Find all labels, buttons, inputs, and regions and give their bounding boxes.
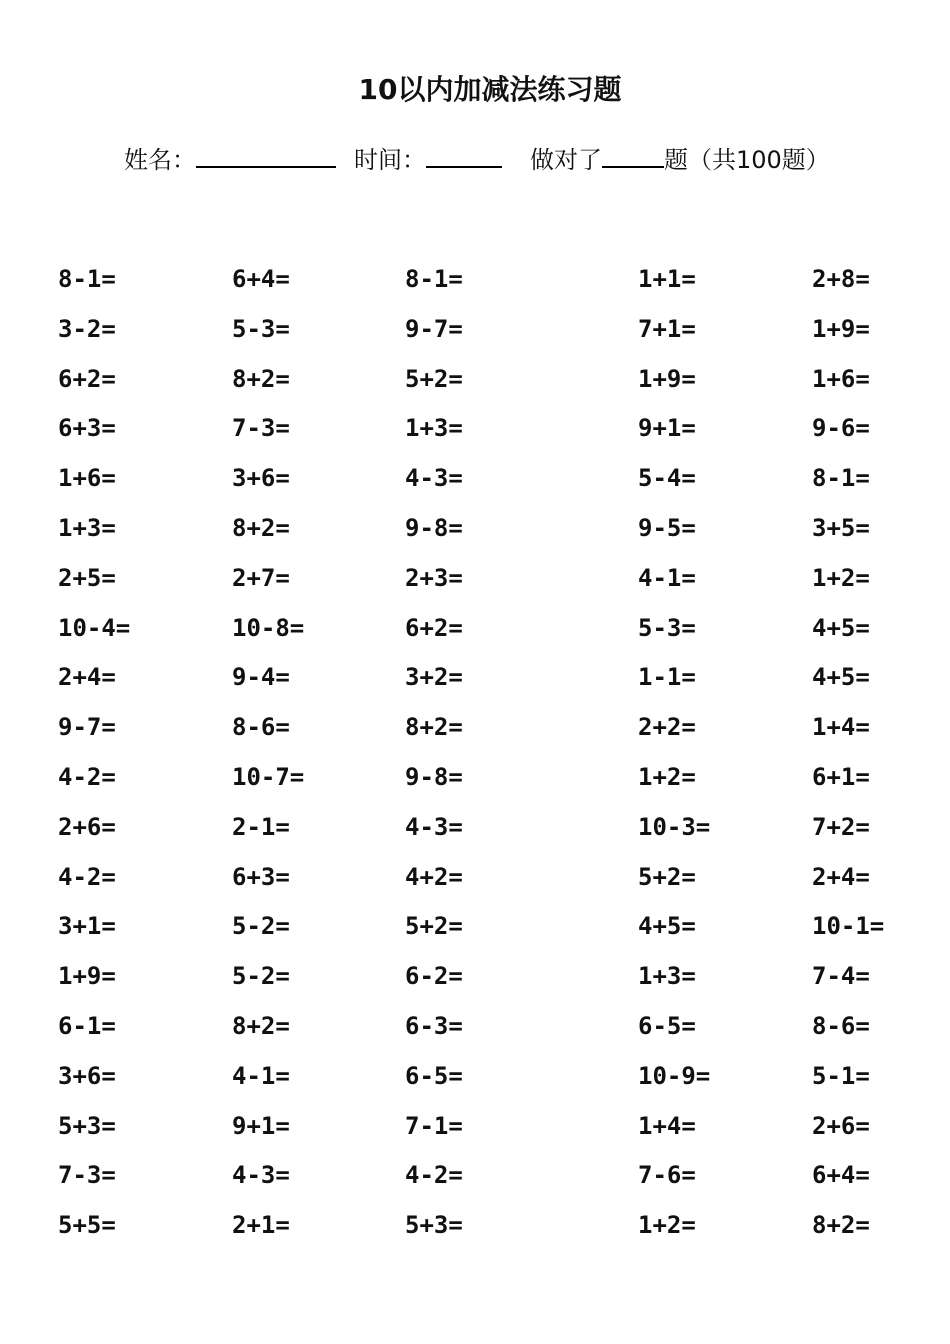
math-problem: 6+3= <box>58 414 116 443</box>
math-problem: 4+5= <box>812 663 870 692</box>
math-problem: 6-5= <box>405 1061 463 1090</box>
math-problem: 4-1= <box>232 1061 290 1090</box>
math-problem: 6+2= <box>58 364 116 393</box>
time-blank[interactable] <box>426 144 502 168</box>
name-label: 姓名： <box>124 146 196 174</box>
math-problem: 10-4= <box>58 613 131 642</box>
math-problem: 1+9= <box>58 962 116 991</box>
math-problem: 3+6= <box>58 1061 116 1090</box>
math-problem: 2+1= <box>232 1211 290 1240</box>
math-problem: 7-3= <box>232 414 290 443</box>
math-problem: 5-4= <box>638 464 696 493</box>
math-problem: 4-3= <box>405 464 463 493</box>
math-problem: 7+1= <box>638 314 696 343</box>
math-problem: 4-3= <box>232 1161 290 1190</box>
math-problem: 5-2= <box>232 912 290 941</box>
math-problem: 1+2= <box>812 563 870 592</box>
math-problem: 2+4= <box>812 862 870 891</box>
math-problem: 2+6= <box>812 1111 870 1140</box>
math-problem: 3+1= <box>58 912 116 941</box>
student-info-line <box>124 140 830 175</box>
math-problem: 10-3= <box>638 812 711 841</box>
correct-label: 做对了 <box>530 146 602 174</box>
math-problem: 9-5= <box>638 514 696 542</box>
math-problem: 5+3= <box>405 1211 463 1240</box>
math-problem: 2+7= <box>232 563 290 592</box>
math-problem: 3-2= <box>58 314 116 343</box>
math-problem: 6-1= <box>58 1012 116 1040</box>
math-problem: 7-6= <box>638 1161 696 1190</box>
name-blank[interactable] <box>196 144 336 168</box>
math-problem: 4+5= <box>638 912 696 941</box>
math-problem: 1+4= <box>812 713 870 742</box>
math-problem: 9-4= <box>232 663 290 692</box>
math-problem: 6+3= <box>232 862 290 891</box>
math-problem: 4-1= <box>638 563 696 592</box>
math-problem: 1+3= <box>638 962 696 991</box>
math-problem: 5+3= <box>58 1111 116 1140</box>
page-title: 10以内加减法练习题 <box>358 73 622 106</box>
math-problem: 7-3= <box>58 1161 116 1190</box>
math-problem: 4+2= <box>405 862 463 891</box>
math-problem: 2+4= <box>58 663 116 692</box>
math-problem: 10-7= <box>232 763 305 791</box>
math-problem: 8+2= <box>232 364 290 393</box>
math-problem: 6-3= <box>405 1012 463 1040</box>
math-problem: 9-6= <box>812 414 870 443</box>
math-problem: 5+2= <box>405 364 463 393</box>
math-problem: 1+1= <box>638 265 696 293</box>
math-problem: 9+1= <box>232 1111 290 1140</box>
math-problem: 5+2= <box>405 912 463 941</box>
math-problem: 6+4= <box>232 265 290 293</box>
math-problem: 10-1= <box>812 912 885 941</box>
math-problem: 5-2= <box>232 962 290 991</box>
math-problem: 8+2= <box>405 713 463 742</box>
math-problem: 6+1= <box>812 763 870 791</box>
math-problem: 9+1= <box>638 414 696 443</box>
math-problem: 2+5= <box>58 563 116 592</box>
math-problem: 5-3= <box>232 314 290 343</box>
math-problem: 5-3= <box>638 613 696 642</box>
math-problem: 1+6= <box>812 364 870 393</box>
math-problem: 10-8= <box>232 613 305 642</box>
math-problem: 6-5= <box>638 1012 696 1040</box>
math-problem: 7-1= <box>405 1111 463 1140</box>
math-problem: 8+2= <box>232 514 290 542</box>
math-problem: 9-8= <box>405 763 463 791</box>
math-problem: 1+3= <box>58 514 116 542</box>
math-problem: 9-8= <box>405 514 463 542</box>
math-problem: 1+9= <box>638 364 696 393</box>
correct-count-blank[interactable] <box>602 144 664 168</box>
math-problem: 9-7= <box>58 713 116 742</box>
math-problem: 2+6= <box>58 812 116 841</box>
math-problem: 1+2= <box>638 1211 696 1240</box>
math-problem: 3+6= <box>232 464 290 493</box>
math-problem: 2+3= <box>405 563 463 592</box>
math-problem: 2+8= <box>812 265 870 293</box>
math-problem: 1+2= <box>638 763 696 791</box>
time-label: 时间： <box>354 146 426 174</box>
math-problem: 4+5= <box>812 613 870 642</box>
math-problem: 8-1= <box>58 265 116 293</box>
math-problem: 5+2= <box>638 862 696 891</box>
math-problem: 1+3= <box>405 414 463 443</box>
math-problem: 9-7= <box>405 314 463 343</box>
math-problem: 8-1= <box>812 464 870 493</box>
math-problem: 4-3= <box>405 812 463 841</box>
math-problem: 8-6= <box>812 1012 870 1040</box>
math-problem: 8+2= <box>812 1211 870 1240</box>
math-problem: 4-2= <box>405 1161 463 1190</box>
math-problem: 3+5= <box>812 514 870 542</box>
math-problem: 8+2= <box>232 1012 290 1040</box>
math-problem: 6+4= <box>812 1161 870 1190</box>
math-problem: 1+6= <box>58 464 116 493</box>
math-problem: 8-6= <box>232 713 290 742</box>
math-problem: 3+2= <box>405 663 463 692</box>
math-problem: 4-2= <box>58 862 116 891</box>
math-problem: 10-9= <box>638 1061 711 1090</box>
math-problem: 5+5= <box>58 1211 116 1240</box>
math-problem: 1+9= <box>812 314 870 343</box>
math-problem: 4-2= <box>58 763 116 791</box>
math-problem: 5-1= <box>812 1061 870 1090</box>
math-problem: 1+4= <box>638 1111 696 1140</box>
math-problem: 7-4= <box>812 962 870 991</box>
math-problem: 2+2= <box>638 713 696 742</box>
math-problem: 6+2= <box>405 613 463 642</box>
total-text: 题（共100题） <box>664 146 830 174</box>
math-problem: 8-1= <box>405 265 463 293</box>
math-problem: 6-2= <box>405 962 463 991</box>
math-problem: 2-1= <box>232 812 290 841</box>
math-problem: 1-1= <box>638 663 696 692</box>
math-problem: 7+2= <box>812 812 870 841</box>
